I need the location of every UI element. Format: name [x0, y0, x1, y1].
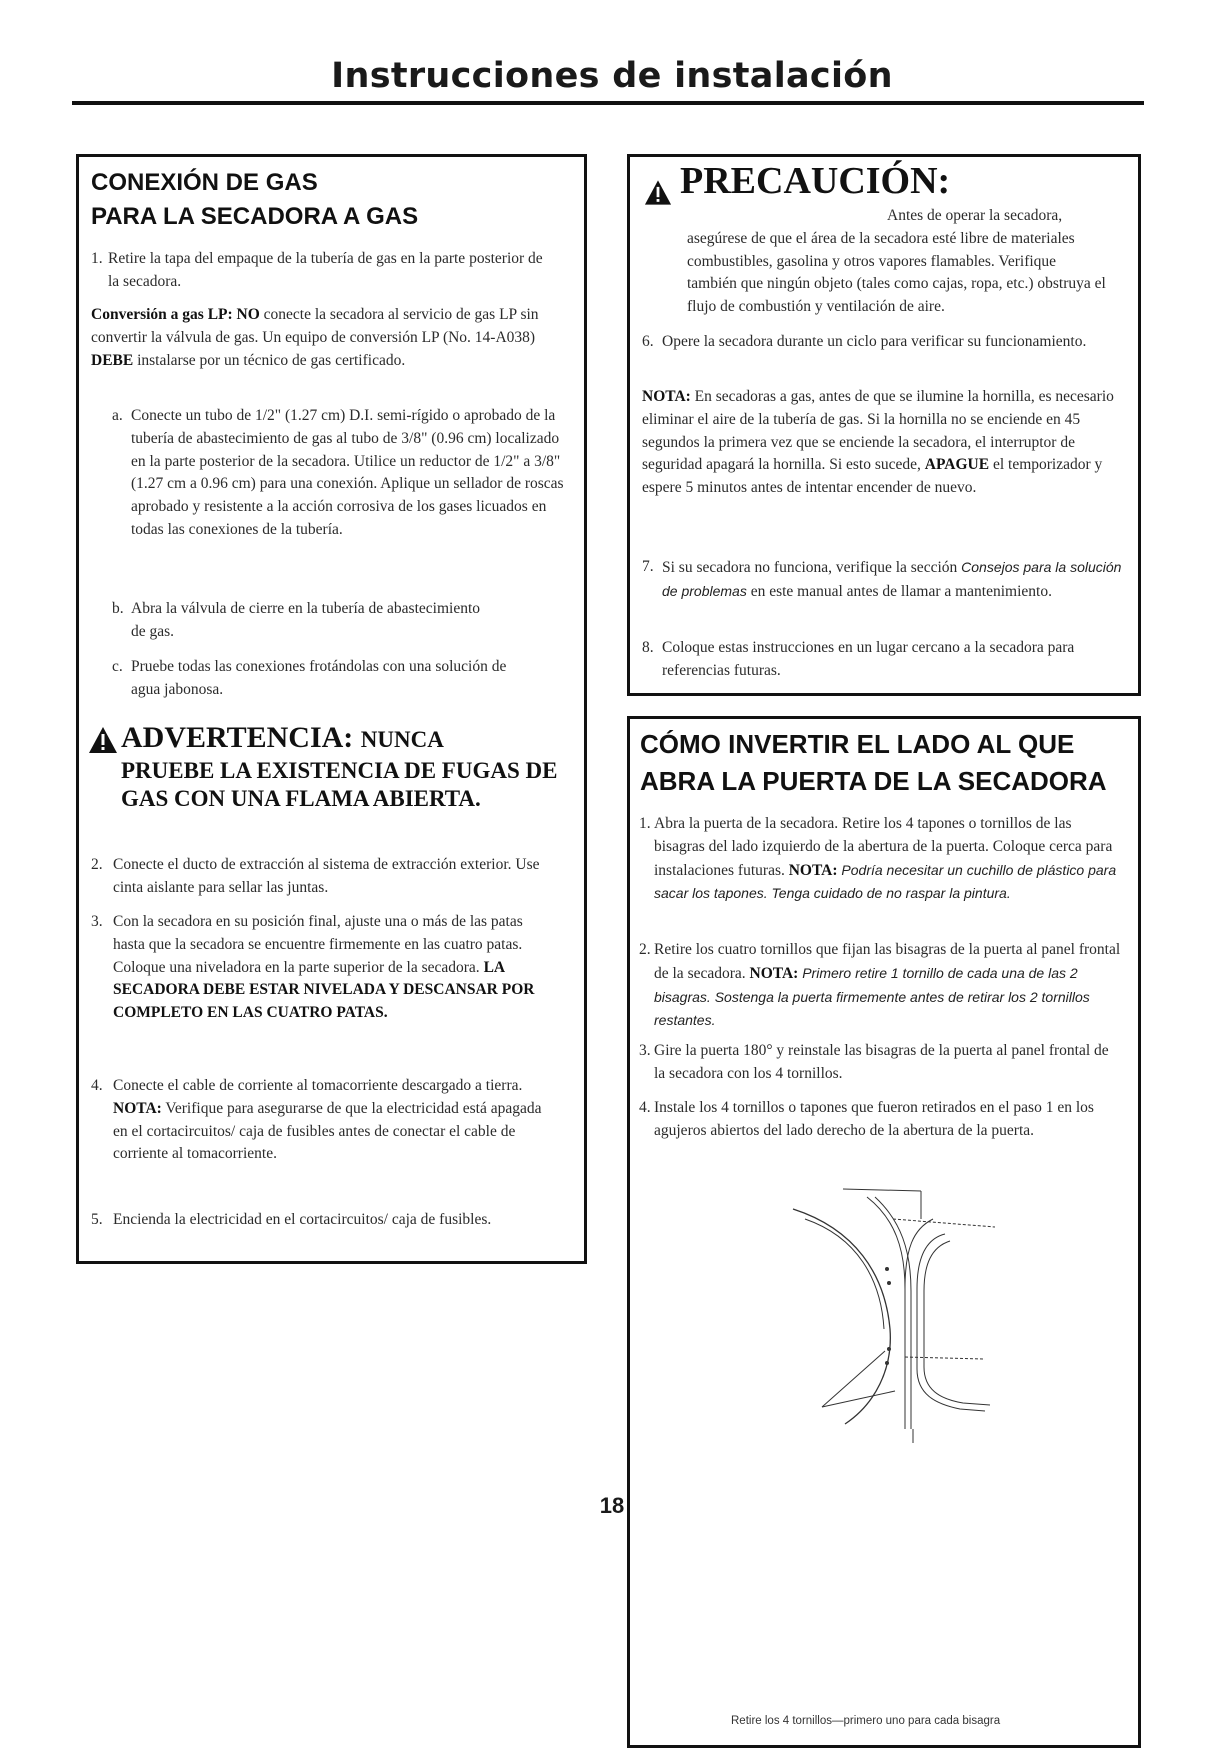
s2-text: Retire los cuatro tornillos que fijan las bisagras de la puerta al panel frontal de la secadora. [654, 941, 1121, 982]
gas-sub-a: Conecte un tubo de 1/2" (1.27 cm) D.I. semi-rígido o aprobado de la tubería de abastecimiento de gas al tubo de 3/8" (0.96 cm) localizado en la parte posterior de la secadora. Utilice un reductor de 1/2" a 3/8" (1.27 cm a 0.96 cm) para una conexión. Aplique un sellador de roscas aprobado y resistente a la acción corrosiva de los gases licuados en todas las conexiones de la tubería. [131, 407, 564, 538]
dryer-door-edge [793, 1209, 890, 1424]
gas-step-1: Retire la tapa del empaque de la tubería de gas en la parte posterior de la secadora. [108, 250, 543, 290]
lp-conversion-paragraph [91, 304, 561, 372]
step-number: 6. [642, 333, 654, 350]
gas-step-5: Encienda la electricidad en el cortacircuitos/ caja de fusibles. [113, 1211, 492, 1228]
step-3-text: Con la secadora en su posición final, ajuste una o más de las patas hasta que la secadora se encuentre firmemente en las cuatro patas. Coloque una niveladora en la parte superior de la secadora. [113, 913, 523, 976]
dryer-door-inner-edge [805, 1219, 884, 1329]
step-number: 4. [639, 1099, 651, 1116]
reverse-step-4: Instale los 4 tornillos o tapones que fueron retirados en el paso 1 en los agujeros abiertos del lado derecho de la abertura de la puerta. [654, 1099, 1094, 1139]
reverse-step-2 [654, 939, 1124, 1033]
hinge-screw-pointer [822, 1351, 885, 1407]
precaution-step-6: Opere la secadora durante un ciclo para verificar su funcionamiento. [662, 333, 1087, 350]
s1-italic: Podría necesitar un cuchillo de plástico para sacar los tapones. Tenga cuidado de no raspar la pintura. [654, 861, 1117, 902]
door-hinge-illustration [785, 1179, 1035, 1444]
reverse-heading-line2: ABRA LA PUERTA DE LA SECADORA [640, 766, 1107, 796]
gas-step-4 [113, 1075, 553, 1166]
caution-triangle-icon [644, 179, 672, 206]
lp-debe: DEBE [91, 351, 134, 369]
sub-label: c. [112, 658, 123, 675]
reverse-door-section [627, 716, 1141, 1748]
step-number: 2. [91, 856, 103, 873]
step-number: 4. [91, 1077, 103, 1094]
step-number: 7. [642, 558, 654, 575]
gas-heading-line1: CONEXIÓN DE GAS [91, 169, 318, 196]
top-panel-line [893, 1219, 995, 1227]
reverse-heading-line1: CÓMO INVERTIR EL LADO AL QUE [640, 729, 1075, 759]
hinge-screw [887, 1347, 891, 1351]
step-number: 8. [642, 639, 654, 656]
warning-triangle-icon [88, 726, 118, 754]
nota-text-2: el temporizador y espere 5 minutos antes de intentar encender de nuevo. [642, 456, 1103, 497]
door-opening-contour [905, 1219, 933, 1289]
dryer-cabinet-front [867, 1197, 905, 1429]
lp-text-2: instalarse por un técnico de gas certificado. [137, 351, 406, 369]
gas-connection-section [76, 154, 587, 1264]
step-number: 3. [639, 1042, 651, 1059]
door-opening-outline [917, 1234, 985, 1411]
hinge-screw [885, 1267, 889, 1271]
warning-text: PRUEBE LA EXISTENCIA DE FUGAS DE GAS CON UNA FLAMA ABIERTA. [121, 758, 558, 811]
sub-label: a. [112, 407, 123, 424]
reverse-step-3: Gire la puerta 180° y reinstale las bisagras de la puerta al panel frontal de la secadora con los 4 tornillos. [654, 1042, 1109, 1082]
page-title: Instrucciones de instalación [331, 56, 893, 96]
gas-step-2: Conecte el ducto de extracción al sistema de extracción exterior. Use cinta aislante para sellar las juntas. [113, 856, 540, 896]
precaution-step-7 [662, 556, 1130, 604]
gas-sub-b: Abra la válvula de cierre en la tubería de abastecimiento de gas. [131, 600, 481, 640]
nota-text-1: En secadoras a gas, antes de que se ilumine la hornilla, es necesario eliminar el aire de la tubería de gas. Si la hornilla no se enciende en 45 segundos la primera vez que se enciende la secadora, el interruptor de seguridad apagará la hornilla. Si esto sucede, [642, 388, 1114, 474]
lp-text-1: conecte la secadora al servicio de gas LP sin convertir la válvula de gas. Un equipo de conversión LP (No. 14-A038) [91, 306, 539, 346]
precaution-step-8: Coloque estas instrucciones en un lugar cercano a la secadora para referencias futuras. [662, 639, 1075, 679]
page-number: 18 [599, 1493, 625, 1518]
door-opening-inner-outline [924, 1241, 990, 1405]
s1-nota: NOTA: [788, 861, 838, 879]
hinge-screw [885, 1361, 889, 1365]
reverse-step-1 [654, 813, 1124, 906]
gas-step-3 [113, 911, 553, 1025]
step-4-text-1: Conecte el cable de corriente al tomacorriente descargado a tierra. [113, 1077, 523, 1094]
s2-nota: NOTA: [749, 964, 799, 982]
step-7-text-2: en este manual antes de llamar a mantenimiento. [750, 582, 1052, 600]
warning-heading [121, 721, 444, 757]
step-number: 1. [91, 250, 103, 267]
hinge-screw-pointer [822, 1391, 895, 1407]
illustration-caption: Retire los 4 tornillos—primero uno para cada bisagra [731, 1715, 1001, 1727]
precaution-text: Antes de operar la secadora, asegúrese de que el área de la secadora esté libre de materiales combustibles, gasolina y otros vapores flamables. Verifique también que ningún objeto (tales como cajas, ropa, etc.) obstruya el flujo de combustión y ventilación de aire. [687, 207, 1106, 316]
sub-label: b. [112, 600, 124, 617]
precaution-word: PRECAUCIÓN: [680, 160, 951, 202]
step-number: 5. [91, 1211, 103, 1228]
step-number: 2. [639, 941, 651, 958]
step-3-bold: LA SECADORA DEBE ESTAR NIVELADA Y DESCANSAR POR COMPLETO EN LAS CUATRO PATAS. [113, 958, 535, 1022]
top-leader-line [843, 1189, 921, 1191]
s2-italic: Primero retire 1 tornillo de cada una de las 2 bisagras. Sostenga la puerta firmemente antes de retirar los 2 tornillos restantes. [654, 964, 1090, 1029]
nota-apague: APAGUE [924, 456, 990, 474]
s1-text: Abra la puerta de la secadora. Retire los 4 tapones o tornillos de las bisagras del lado izquierdo de la abertura de la puerta. Coloque cerca para instalaciones futuras. [654, 815, 1113, 879]
step-7-italic: Consejos para la solución de problemas [662, 559, 1122, 599]
gas-heading-line2: PARA LA SECADORA A GAS [91, 203, 419, 230]
warning-nunca: NUNCA [360, 727, 444, 752]
nota-label: NOTA: [642, 388, 691, 405]
step-4-nota: NOTA: [113, 1099, 162, 1117]
gas-sub-c: Pruebe todas las conexiones frotándolas con una solución de agua jabonosa. [131, 658, 507, 698]
step-number: 3. [91, 913, 103, 930]
title-rule [72, 101, 1144, 105]
warning-word: ADVERTENCIA: [121, 721, 354, 754]
precaution-nota [642, 386, 1127, 500]
step-7-text-1: Si su secadora no funciona, verifique la sección [662, 559, 958, 576]
lp-label: Conversión a gas LP: [91, 306, 233, 323]
step-4-text-2: Verifique para asegurarse de que la electricidad está apagada en el cortacircuitos/ caja de fusibles antes de conectar el cable de corriente al tomacorriente. [113, 1099, 542, 1163]
step-number: 1. [639, 815, 651, 832]
precaution-section [627, 154, 1141, 696]
lp-no: NO [236, 306, 260, 323]
hinge-screw [887, 1281, 891, 1285]
